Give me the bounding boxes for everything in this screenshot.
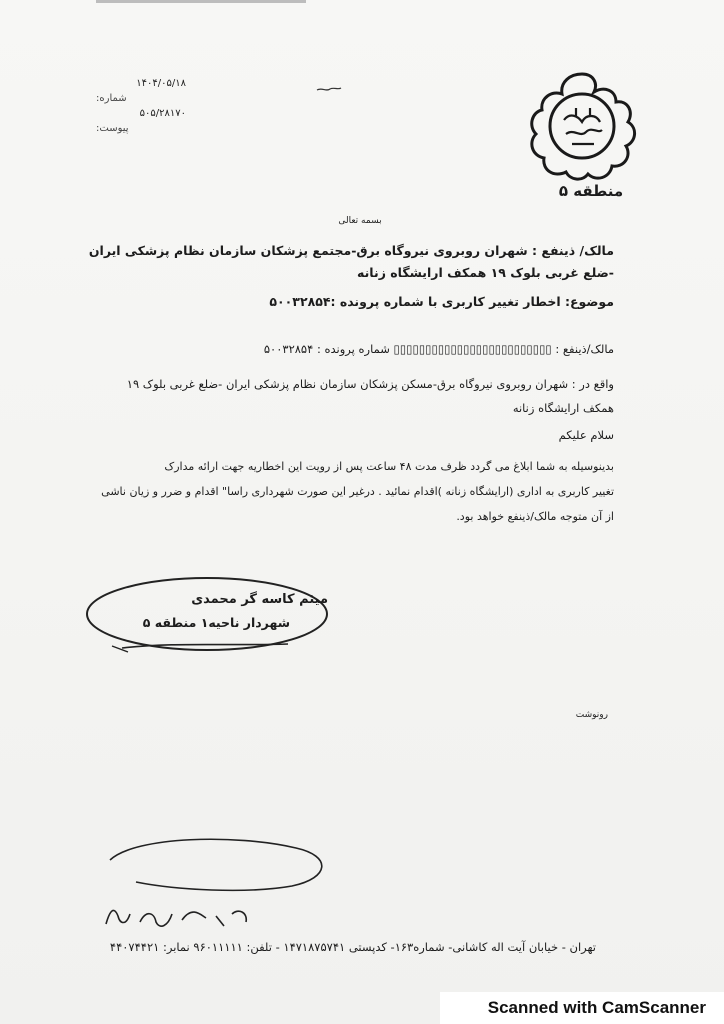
signatory-name: میثم کاسه گر محمدی — [191, 592, 328, 607]
camscanner-watermark: Scanned with CamScanner — [440, 992, 724, 1024]
page-top-edge — [96, 0, 306, 3]
owner-label: مالک/ذینفع : — [555, 342, 614, 356]
signatory-title: شهردار ناحیه۱ منطقه ۵ — [142, 615, 290, 630]
file-number-label: شماره پرونده : — [316, 342, 390, 356]
letter-body — [94, 454, 614, 529]
file-line — [144, 342, 614, 356]
number-value: ۵۰۵/۲۸۱۷۰ — [139, 108, 186, 119]
basmala: بسمه تعالی — [338, 216, 382, 226]
redacted-owner: ▯▯▯▯▯▯▯▯▯▯▯▯▯▯▯▯▯▯▯▯▯▯▯▯▯ — [393, 342, 552, 356]
handwritten-signature-icon — [96, 830, 336, 940]
body-line-1: بدینوسیله به شما ابلاغ می گردد ظرف مدت ۴۸ ساعت پس از رویت این اخطاریه جهت ارائه مدارک — [164, 460, 614, 473]
cc-label: رونوشت — [575, 710, 608, 720]
region-label: منطقه ۵ — [558, 182, 624, 200]
letter-subject: موضوع: اخطار تغییر کاربری با شماره پرونده :۵۰۰۳۲۸۵۴ — [269, 294, 614, 309]
location-line: واقع در : شهران روبروی نیروگاه برق-مسکن پزشکان سازمان نظام پزشکی ایران -ضلع غربی بلوک ۱۹ همکف ارایشگاه زنانه — [126, 377, 614, 415]
handwritten-mark-icon — [316, 84, 342, 94]
greeting: سلام علیکم — [558, 428, 614, 442]
body-line-3: از آن متوجه مالک/ذینفع خواهد بود. — [456, 510, 614, 523]
attachment-label: پیوست: — [96, 123, 129, 134]
body-line-2: تغییر کاربری به اداری (ارایشگاه زنانه )اقدام نمائید . درغیر این صورت شهرداری راسا" اقدام و ضرر و زیان ناشی — [101, 485, 614, 498]
number-label: شماره: — [96, 93, 127, 104]
owner-address: مالک/ ذینفع : شهران روبروی نیروگاه برق-مجتمع پزشکان سازمان نظام پزشکی ایران -ضلع غربی بلوک ۱۹ همکف ارایشگاه زنانه — [88, 243, 614, 280]
file-number-value: ۵۰۰۳۲۸۵۴ — [263, 342, 314, 356]
footer-address: تهران - خیابان آیت اله کاشانی- شماره۱۶۳- کدپستی ۱۴۷۱۸۷۵۷۴۱ - تلفن: ۹۶۰۱۱۱۱۱ نمابر: ۴۴۰۷۴۴۲۱ — [109, 940, 596, 954]
letter-meta — [96, 76, 186, 136]
date-value: ۱۴۰۴/۰۵/۱۸ — [136, 78, 186, 89]
tehran-municipality-logo-icon — [524, 68, 640, 186]
